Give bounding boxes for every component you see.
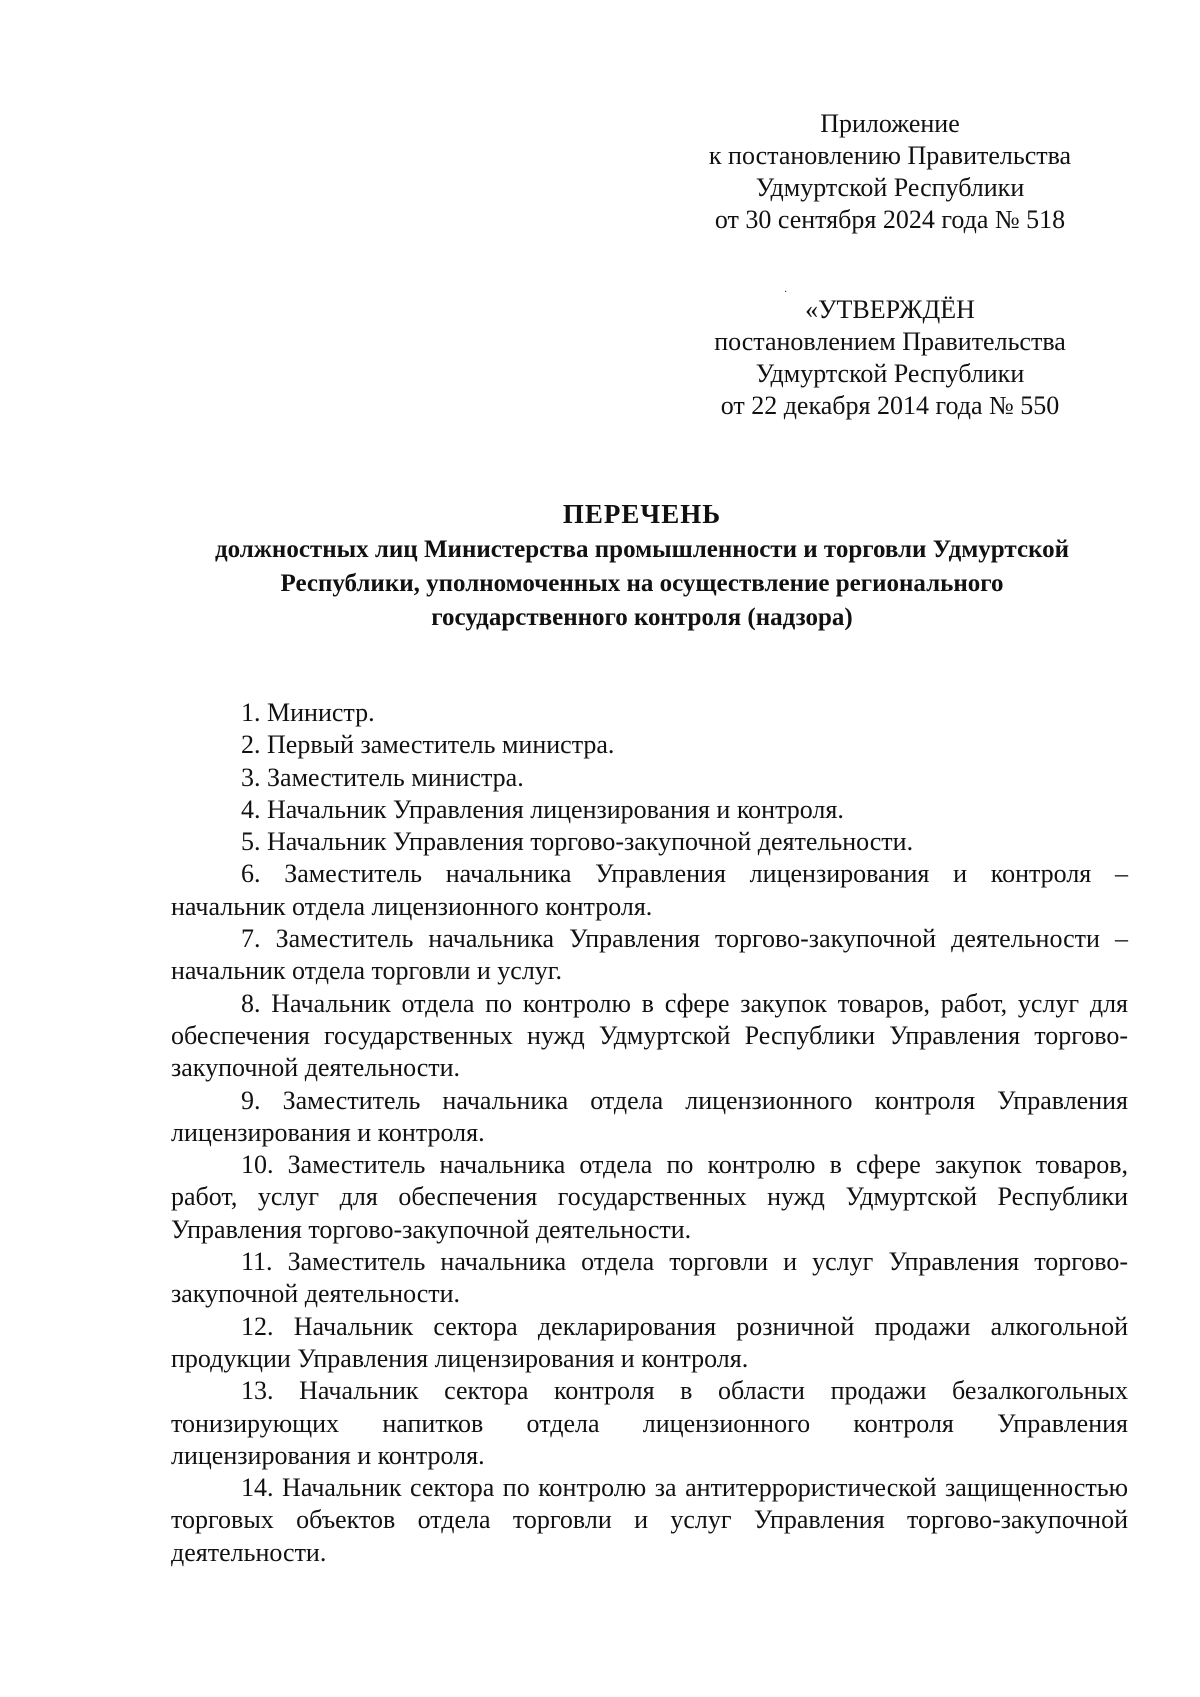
appendix-line-3: Удмуртской Республики <box>755 173 1025 202</box>
list-item: 10. Заместитель начальника отдела по контролю в сфере закупок товаров, работ, услуг для обеспечения государственных нужд Удмуртской Республики Управления торгово-закупочной деятельности. <box>171 1150 1128 1244</box>
list-item: 14. Начальник сектора по контролю за антитеррористической защищенностью торговых объектов отдела торговли и услуг Управления торгово-закупочной деятельности. <box>171 1473 1128 1567</box>
list-item: 2. Первый заместитель министра. <box>241 730 615 760</box>
title-subtitle-line-2: Республики, уполномоченных на осуществление регионального <box>280 570 1004 597</box>
appendix-line-4: от 30 сентября 2024 года № 518 <box>714 205 1066 234</box>
approval-stamp-text <box>650 287 1130 422</box>
list-item: 9. Заместитель начальника отдела лицензионного контроля Управления лицензирования и контроля. <box>171 1085 1128 1147</box>
list-item: 7. Заместитель начальника Управления торгово-закупочной деятельности – начальник отдела торговли и услуг. <box>171 924 1128 986</box>
approved-line-3: Удмуртской Республики <box>755 359 1025 388</box>
list-item: 4. Начальник Управления лицензирования и контроля. <box>241 794 844 824</box>
appendix-line-2: к постановлению Правительства <box>708 141 1072 170</box>
title-subtitle-line-3: государственного контроля (надзора) <box>431 604 853 631</box>
officials-list <box>171 697 1128 1569</box>
document-title <box>160 497 1124 635</box>
speck-mark: · <box>784 287 788 298</box>
list-item: 1. Министр. <box>241 698 375 727</box>
approved-line-1: «УТВЕРЖДЁН <box>805 295 975 324</box>
approved-line-4: от 22 декабря 2014 года № 550 <box>720 391 1060 420</box>
list-item: 12. Начальник сектора декларирования розничной продажи алкогольной продукции Управления лицензирования и контроля. <box>171 1311 1128 1373</box>
list-item: 8. Начальник отдела по контролю в сфере закупок товаров, работ, услуг для обеспечения государственных нужд Удмуртской Республики Управления торгово-закупочной деятельности. <box>171 988 1128 1083</box>
appendix-line-1: Приложение <box>820 109 960 138</box>
list-item: 11. Заместитель начальника отдела торговли и услуг Управления торгово-закупочной деятельности. <box>171 1247 1128 1309</box>
list-item: 6. Заместитель начальника Управления лицензирования и контроля – начальник отдела лицензионного контроля. <box>171 859 1128 921</box>
approved-line-2: постановлением Правительства <box>714 327 1066 356</box>
title-main: ПЕРЕЧЕНЬ <box>562 499 722 529</box>
list-item: 3. Заместитель министра. <box>241 762 524 792</box>
appendix-header <box>650 108 1130 236</box>
list-item: 5. Начальник Управления торгово-закупочной деятельности. <box>241 827 914 857</box>
title-subtitle-line-1: должностных лиц Министерства промышленности и торговли Удмуртской <box>214 536 1070 563</box>
list-item: 13. Начальник сектора контроля в области продажи безалкогольных тонизирующих напитков отдела лицензионного контроля Управления лицензирования и контроля. <box>171 1376 1128 1470</box>
